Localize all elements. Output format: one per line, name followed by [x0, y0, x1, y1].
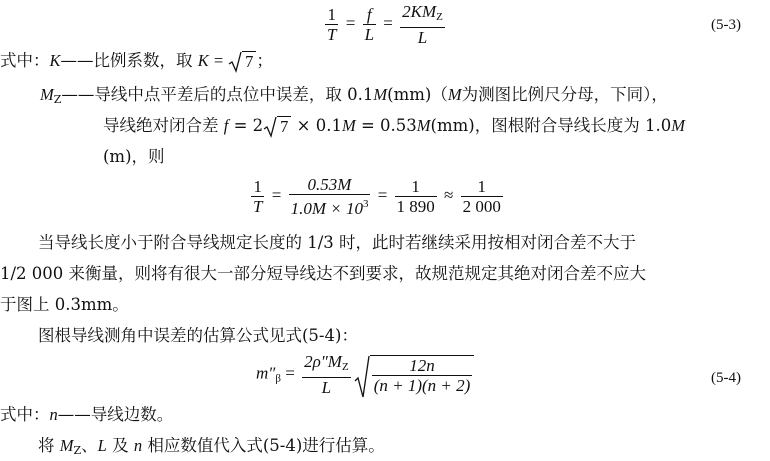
- text: × 0.1: [291, 116, 342, 135]
- equation-number-5-3: (5-3): [711, 17, 741, 33]
- symbol-m: M: [416, 116, 431, 135]
- fraction-1-over-2000: [461, 177, 503, 216]
- denominator: L: [417, 28, 428, 47]
- equation-5-4: [256, 352, 474, 397]
- symbol-m: M: [341, 116, 356, 135]
- denominator: L: [321, 378, 332, 397]
- symbol-m: M: [40, 85, 54, 104]
- radical-sign-icon: [228, 51, 242, 73]
- subscript-z: Z: [73, 444, 82, 457]
- numerator: 1: [251, 177, 264, 197]
- sqrt-fraction: [354, 355, 475, 395]
- text: (mm)，图根附合导线长度为 1.0: [430, 116, 672, 135]
- denominator-text: 1.0M × 10: [290, 199, 363, 218]
- denominator: L: [364, 25, 375, 44]
- denominator: 2 000: [462, 197, 501, 216]
- em-dash: ——: [60, 51, 94, 70]
- definition-text: 比例系数，取: [93, 51, 193, 70]
- equals-sign: =: [345, 13, 356, 33]
- em-dash: ——: [61, 85, 95, 104]
- denominator: T: [253, 197, 263, 216]
- symbol-n: n: [133, 436, 143, 455]
- sqrt-7: [263, 116, 291, 137]
- text: = 2: [228, 116, 264, 135]
- subscript-beta: β: [275, 372, 281, 385]
- numerator-text: 2ρ″M: [304, 352, 342, 371]
- paragraph-line-2: 1/2 000 来衡量，则将有很大一部分短导线达不到要求，故规范规定其绝对闭合差不应大: [0, 264, 647, 283]
- symbol-n: n: [49, 405, 58, 424]
- fraction-12n: [372, 356, 473, 395]
- then-line: (m)，则: [103, 147, 165, 166]
- numerator: f: [363, 5, 376, 25]
- sqrt-7: [228, 51, 256, 72]
- numerator: 1: [395, 177, 437, 197]
- paragraph-line-3: 于图上 0.3mm。: [0, 295, 129, 314]
- label-shizhong: 式中：: [0, 51, 50, 70]
- symbol-m-prime: m″: [256, 363, 276, 383]
- substitution-line: [38, 436, 385, 461]
- symbol-m: M: [59, 436, 74, 455]
- numerator: 12n: [372, 356, 473, 376]
- numerator: 0.53M: [289, 175, 371, 195]
- fraction-2kmz-over-l: [400, 2, 445, 47]
- label-shizhong: 式中：: [0, 405, 50, 424]
- text: 及: [106, 436, 134, 455]
- symbol-m: M: [373, 85, 388, 104]
- symbol-k: K: [49, 51, 61, 70]
- text: 、: [81, 436, 98, 455]
- equation-5-3: [322, 2, 448, 47]
- definition-text: 导线边数。: [90, 405, 174, 424]
- text: 导线绝对闭合差: [103, 116, 224, 135]
- radical-sign-icon: [354, 355, 370, 399]
- numerator: 1: [461, 177, 503, 197]
- equals-sign: =: [271, 185, 282, 205]
- equals-sign: =: [377, 185, 388, 205]
- approx-sign: ≈: [444, 185, 454, 205]
- text: 相应数值代入式(5-4)进行估算。: [142, 436, 385, 455]
- equation-number-5-4: (5-4): [711, 370, 741, 386]
- symbol-m: M: [671, 116, 685, 135]
- fraction-1-over-t: [251, 177, 264, 216]
- definition-mz: [40, 85, 668, 110]
- subscript-z: Z: [53, 93, 62, 106]
- k-equals: K =: [197, 51, 229, 70]
- fraction-053m: [289, 175, 371, 218]
- definition-text: 为测图比例尺分母，下同），: [461, 85, 668, 104]
- definition-n: [0, 405, 173, 425]
- numerator: 1: [325, 5, 338, 25]
- text: 将: [38, 436, 60, 455]
- fraction-2rho-mz-over-l: [302, 352, 351, 397]
- symbol-m: M: [447, 85, 462, 104]
- fraction-1-over-t: [325, 5, 338, 44]
- symbol-f: f: [223, 116, 229, 135]
- radicand: 7: [242, 51, 256, 72]
- subscript-z: Z: [436, 11, 443, 23]
- superscript-3: 3: [362, 198, 369, 210]
- paragraph-formula-intro: 图根导线测角中误差的估算公式见式(5-4)：: [38, 326, 358, 345]
- text: = 0.53: [355, 116, 417, 135]
- unit-text: (mm)（: [387, 85, 448, 104]
- subscript-z: Z: [341, 361, 349, 373]
- radicand: 7: [277, 116, 291, 137]
- denominator: (n + 1)(n + 2): [373, 375, 471, 395]
- denominator: 1 890: [396, 197, 435, 216]
- definition-k: [0, 51, 273, 72]
- equals-sign: =: [383, 13, 393, 33]
- fraction-1-over-1890: [395, 177, 437, 216]
- denominator: T: [327, 25, 337, 44]
- fraction-f-over-l: [363, 5, 376, 44]
- symbol-l: L: [97, 436, 107, 455]
- definition-text: 导线中点平差后的点位中误差，取 0.1: [94, 85, 374, 104]
- equals-sign: =: [285, 363, 295, 383]
- absolute-closure-line: [103, 116, 685, 137]
- numerator-text: 2KM: [402, 2, 437, 21]
- em-dash: ——: [57, 405, 91, 424]
- radical-sign-icon: [263, 116, 277, 138]
- semicolon: ；: [256, 51, 273, 70]
- paragraph-line-1: 当导线长度小于附合导线规定长度的 1/3 时，此时若继续采用按相对闭合差不大于: [38, 233, 637, 252]
- equation-ratio: [248, 175, 506, 218]
